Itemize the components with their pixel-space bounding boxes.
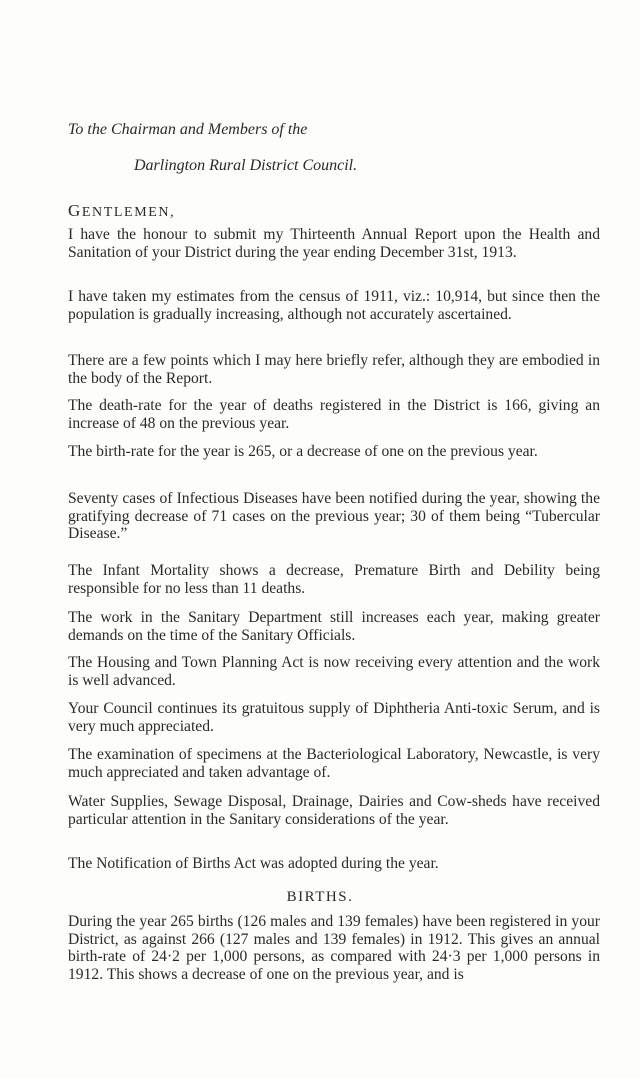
paragraph-births: During the year 265 births (126 males and 139 females) have been registered in your District, as against 266 (127 males and 139 females) in 1912. This gives an annual birth-rate of 24·2 per 1,000 persons, as compared with 24·3 per 1,000 persons in 1912. This shows a decrease of one on the previous year, and is — [68, 913, 600, 983]
paragraph-bacteriological-laboratory: The examination of specimens at the Bacteriological Laboratory, Newcastle, is very much appreciated and taken advantage of. — [68, 746, 600, 781]
paragraph-death-rate: The death-rate for the year of deaths registered in the District is 166, giving an increase of 48 on the previous year. — [68, 397, 600, 432]
paragraph-housing-act: The Housing and Town Planning Act is now receiving every attention and the work is well advanced. — [68, 654, 600, 689]
paragraph-notification-of-births: The Notification of Births Act was adopted during the year. — [68, 855, 439, 872]
salutation-rest: ENTLEMEN, — [81, 205, 176, 220]
paragraph-sanitary-department: The work in the Sanitary Department still increases each year, making greater demands on the time of the Sanitary Officials. — [68, 609, 600, 644]
paragraph-annual-report: I have the honour to submit my Thirteenth Annual Report upon the Health and Sanitation of your District during the year ending December 31st, 1913. — [68, 226, 600, 261]
paragraph-infectious-diseases: Seventy cases of Infectious Diseases have been notified during the year, showing the gratifying decrease of 71 cases on the previous year; 30 of them being “Tubercular Disease.” — [68, 490, 600, 542]
addressee-line-2: Darlington Rural District Council. — [134, 157, 358, 174]
births-heading: BIRTHS. — [286, 889, 354, 905]
paragraph-points-summary: There are a few points which I may here briefly refer, although they are embodied in the body of the Report. — [68, 352, 600, 387]
salutation — [68, 201, 175, 221]
paragraph-water-supplies: Water Supplies, Sewage Disposal, Drainage, Dairies and Cow-sheds have received particular attention in the Sanitary considerations of the year. — [68, 793, 600, 828]
paragraph-birth-rate: The birth-rate for the year is 265, or a decrease of one on the previous year. — [68, 443, 538, 460]
paragraph-diphtheria-serum: Your Council continues its gratuitous supply of Diphtheria Anti-toxic Serum, and is very much appreciated. — [68, 700, 600, 735]
addressee-line-1: To the Chairman and Members of the — [68, 121, 308, 138]
paragraph-population-estimate: I have taken my estimates from the census of 1911, viz.: 10,914, but since then the population is gradually increasing, although not accurately ascertained. — [68, 288, 600, 323]
paragraph-infant-mortality: The Infant Mortality shows a decrease, Premature Birth and Debility being responsible for no less than 11 deaths. — [68, 562, 600, 597]
salutation-initial: G — [68, 201, 82, 220]
